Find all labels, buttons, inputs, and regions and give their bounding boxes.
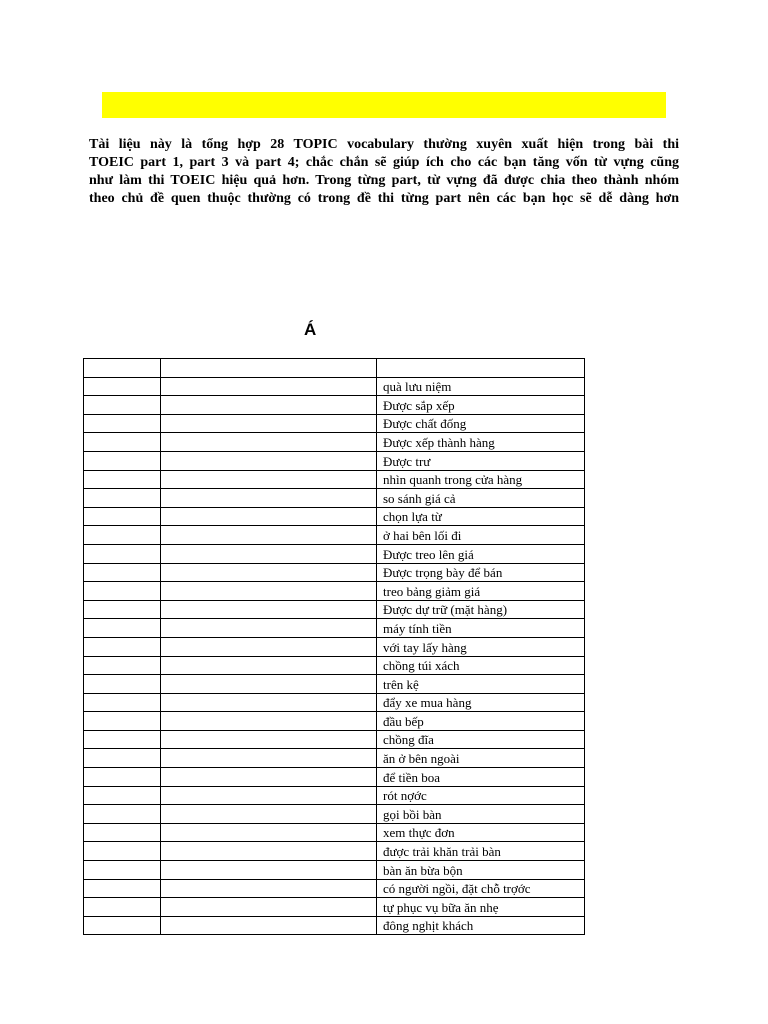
vocabulary-table-body	[84, 359, 585, 935]
index-cell	[84, 359, 161, 378]
table-row	[84, 693, 585, 712]
phrase-cell	[161, 805, 377, 824]
phrase-cell	[161, 916, 377, 935]
table-row	[84, 433, 585, 452]
meaning-cell: Được xếp thành hàng	[377, 433, 585, 452]
intro-line: như làm thi TOEIC hiệu quả hơn. Trong từng part, từ vựng đã được chia theo thành nhóm	[89, 173, 679, 188]
phrase-cell	[161, 451, 377, 470]
meaning-cell: đông nghịt khách	[377, 916, 585, 935]
table-row	[84, 730, 585, 749]
table-row	[84, 768, 585, 787]
index-cell	[84, 823, 161, 842]
title-highlight-bar	[102, 92, 666, 118]
table-row	[84, 396, 585, 415]
meaning-cell: nhìn quanh trong cửa hàng	[377, 470, 585, 489]
phrase-cell	[161, 526, 377, 545]
index-cell	[84, 563, 161, 582]
meaning-cell: với tay lấy hàng	[377, 637, 585, 656]
meaning-cell: đẩy xe mua hàng	[377, 693, 585, 712]
table-row	[84, 377, 585, 396]
phrase-cell	[161, 637, 377, 656]
phrase-cell	[161, 861, 377, 880]
intro-paragraph	[89, 136, 679, 208]
phrase-cell	[161, 823, 377, 842]
vocabulary-table	[83, 358, 585, 935]
intro-line: TOEIC part 1, part 3 và part 4; chắc chắn sẽ giúp ích cho các bạn tăng vốn từ vựng cũng	[89, 155, 679, 170]
table-row	[84, 842, 585, 861]
phrase-cell	[161, 693, 377, 712]
table-row	[84, 749, 585, 768]
phrase-cell	[161, 879, 377, 898]
index-cell	[84, 489, 161, 508]
phrase-cell	[161, 619, 377, 638]
meaning-cell: trên kệ	[377, 675, 585, 694]
phrase-cell	[161, 675, 377, 694]
phrase-cell	[161, 768, 377, 787]
index-cell	[84, 693, 161, 712]
phrase-cell	[161, 749, 377, 768]
table-row	[84, 507, 585, 526]
table-row	[84, 619, 585, 638]
phrase-cell	[161, 898, 377, 917]
phrase-cell	[161, 414, 377, 433]
index-cell	[84, 749, 161, 768]
index-cell	[84, 712, 161, 731]
index-cell	[84, 377, 161, 396]
index-cell	[84, 396, 161, 415]
phrase-cell	[161, 730, 377, 749]
meaning-cell: so sánh giá cả	[377, 489, 585, 508]
intro-line: Tài liệu này là tổng hợp 28 TOPIC vocabulary thường xuyên xuất hiện trong bài thi	[89, 137, 679, 152]
index-cell	[84, 451, 161, 470]
index-cell	[84, 582, 161, 601]
meaning-cell: Được trư	[377, 451, 585, 470]
index-cell	[84, 730, 161, 749]
table-row	[84, 470, 585, 489]
index-cell	[84, 526, 161, 545]
table-row	[84, 823, 585, 842]
table-row	[84, 916, 585, 935]
index-cell	[84, 861, 161, 880]
meaning-cell: Được dự trữ (mặt hàng)	[377, 600, 585, 619]
meaning-cell: xem thực đơn	[377, 823, 585, 842]
index-cell	[84, 619, 161, 638]
table-row	[84, 563, 585, 582]
meaning-cell: ăn ở bên ngoài	[377, 749, 585, 768]
table-row	[84, 526, 585, 545]
index-cell	[84, 805, 161, 824]
table-row	[84, 879, 585, 898]
meaning-cell: gọi bồi bàn	[377, 805, 585, 824]
table-row	[84, 600, 585, 619]
index-cell	[84, 544, 161, 563]
index-cell	[84, 414, 161, 433]
phrase-cell	[161, 712, 377, 731]
index-cell	[84, 879, 161, 898]
meaning-cell: Được sắp xếp	[377, 396, 585, 415]
table-row	[84, 489, 585, 508]
meaning-cell: chồng đĩa	[377, 730, 585, 749]
meaning-cell: chồng túi xách	[377, 656, 585, 675]
table-row	[84, 582, 585, 601]
index-cell	[84, 675, 161, 694]
meaning-cell: để tiền boa	[377, 768, 585, 787]
table-row	[84, 637, 585, 656]
meaning-cell: bàn ăn bừa bộn	[377, 861, 585, 880]
index-cell	[84, 470, 161, 489]
phrase-cell	[161, 377, 377, 396]
meaning-cell: đầu bếp	[377, 712, 585, 731]
table-row	[84, 805, 585, 824]
table-row	[84, 675, 585, 694]
phrase-cell	[161, 656, 377, 675]
meaning-cell: Được chất đống	[377, 414, 585, 433]
index-cell	[84, 600, 161, 619]
index-cell	[84, 786, 161, 805]
table-row	[84, 861, 585, 880]
phrase-cell	[161, 786, 377, 805]
table-row	[84, 656, 585, 675]
meaning-cell: chọn lựa từ	[377, 507, 585, 526]
phrase-cell	[161, 489, 377, 508]
phrase-cell	[161, 507, 377, 526]
intro-line: theo chủ đề quen thuộc thường có trong đề thi từng part nên các bạn học sẽ dễ dàng hơn	[89, 191, 679, 206]
table-row	[84, 414, 585, 433]
meaning-cell: Được treo lên giá	[377, 544, 585, 563]
phrase-cell	[161, 842, 377, 861]
index-cell	[84, 637, 161, 656]
meaning-cell	[377, 359, 585, 378]
table-row	[84, 544, 585, 563]
index-cell	[84, 656, 161, 675]
table-row	[84, 786, 585, 805]
table-row	[84, 359, 585, 378]
meaning-cell: quà lưu niệm	[377, 377, 585, 396]
phrase-cell	[161, 396, 377, 415]
phrase-cell	[161, 359, 377, 378]
index-cell	[84, 433, 161, 452]
meaning-cell: treo bảng giảm giá	[377, 582, 585, 601]
phrase-cell	[161, 582, 377, 601]
phrase-cell	[161, 563, 377, 582]
index-cell	[84, 898, 161, 917]
index-cell	[84, 507, 161, 526]
phrase-cell	[161, 544, 377, 563]
meaning-cell: ở hai bên lối đi	[377, 526, 585, 545]
meaning-cell: tự phục vụ bữa ăn nhẹ	[377, 898, 585, 917]
meaning-cell: có người ngồi, đặt chỗ trợớc	[377, 879, 585, 898]
table-row	[84, 712, 585, 731]
index-cell	[84, 842, 161, 861]
index-cell	[84, 916, 161, 935]
section-heading: Á	[304, 320, 317, 339]
phrase-cell	[161, 600, 377, 619]
meaning-cell: máy tính tiền	[377, 619, 585, 638]
phrase-cell	[161, 470, 377, 489]
table-row	[84, 898, 585, 917]
index-cell	[84, 768, 161, 787]
meaning-cell: Được trọng bày để bán	[377, 563, 585, 582]
meaning-cell: rót nợớc	[377, 786, 585, 805]
phrase-cell	[161, 433, 377, 452]
table-row	[84, 451, 585, 470]
meaning-cell: được trải khăn trải bàn	[377, 842, 585, 861]
